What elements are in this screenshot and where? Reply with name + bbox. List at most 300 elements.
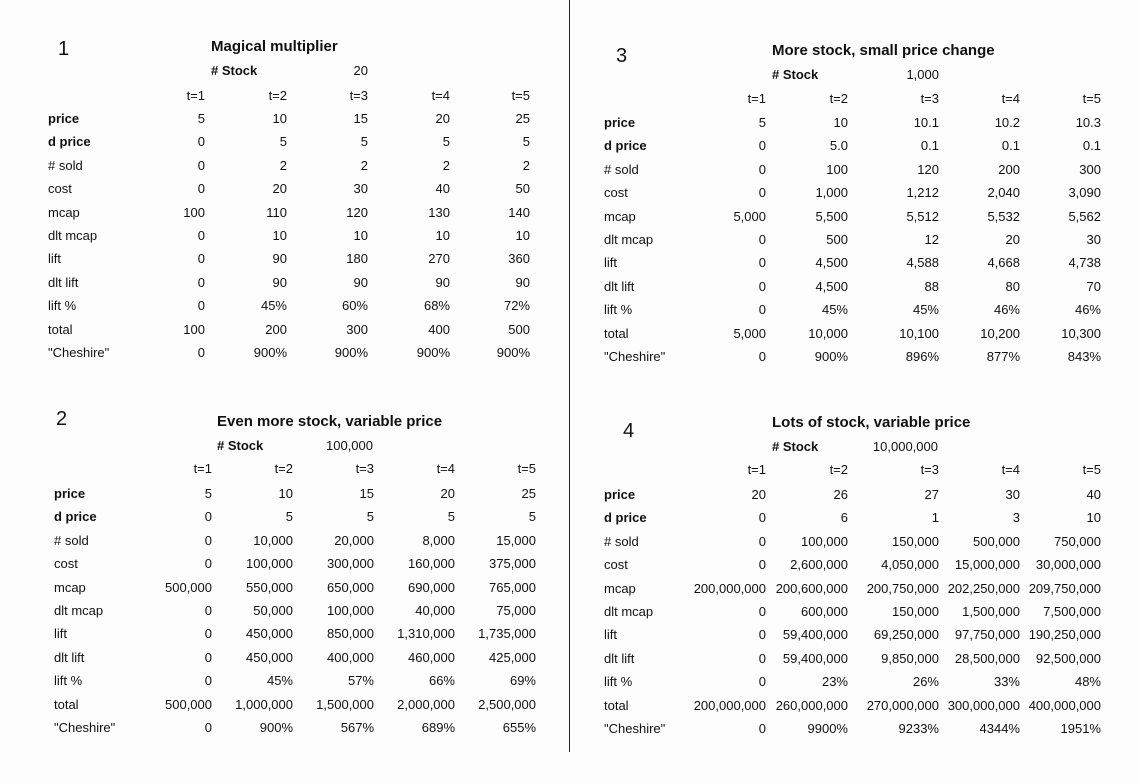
table-cell: 900% (334, 345, 368, 360)
column-header: t=1 (186, 88, 205, 103)
table-cell: 50 (515, 181, 530, 197)
table-cell: 7,500,000 (1043, 604, 1101, 619)
row-label: price (48, 111, 80, 126)
row-label: dlt mcap (48, 228, 98, 243)
table-cell: 5,500 (815, 208, 848, 224)
table-cell: 66% (428, 673, 455, 689)
table-cell: 20 (440, 486, 455, 501)
column-header: t=2 (268, 88, 287, 103)
table-cell: 1951% (1060, 721, 1101, 736)
table-cell: 550,000 (246, 579, 293, 595)
table-cell: 500,000 (165, 579, 212, 595)
table-cell: 0 (758, 721, 766, 736)
row-label: lift % (54, 673, 83, 689)
table-cell: 10 (272, 228, 287, 243)
table-cell: 200,600,000 (775, 580, 848, 596)
table-cell: 900% (259, 720, 293, 735)
row-label: "Cheshire" (604, 721, 666, 736)
table-cell: 2 (360, 157, 368, 173)
table-cell: 1,212 (906, 185, 939, 201)
table-cell: 650,000 (327, 579, 374, 595)
table-cell: 202,250,000 (947, 580, 1020, 596)
column-header: t=4 (431, 88, 450, 103)
table-cell: 69,250,000 (873, 627, 939, 643)
table-cell: 900% (814, 349, 848, 364)
stock-value: 100,000 (326, 438, 373, 453)
table-cell: 400,000,000 (1028, 697, 1101, 713)
table-cell: 100,000 (246, 556, 293, 572)
table-cell: 27 (924, 487, 939, 502)
column-header: t=2 (829, 462, 848, 477)
table-cell: 0.1 (1082, 138, 1101, 154)
table-cell: 2,500,000 (478, 696, 536, 712)
column-header: t=1 (193, 461, 212, 476)
table-cell: 120 (917, 161, 939, 177)
table-cell: 655% (502, 720, 536, 735)
table-cell: 375,000 (489, 556, 536, 572)
row-label: cost (48, 181, 72, 197)
row-label: dlt mcap (604, 232, 654, 247)
table-cell: 4,050,000 (881, 557, 939, 573)
column-header: t=2 (274, 461, 293, 476)
table-cell: 3 (1012, 510, 1020, 526)
table-cell: 5 (204, 486, 212, 501)
table-cell: 4,588 (906, 255, 939, 271)
table-cell: 10,200 (980, 325, 1020, 341)
table-cell: 9233% (898, 721, 939, 736)
table-cell: 689% (421, 720, 455, 735)
table-cell: 9900% (807, 721, 848, 736)
panel-number: 2 (56, 408, 68, 430)
row-label: d price (604, 138, 647, 154)
table-cell: 10 (278, 486, 293, 501)
row-label: mcap (54, 579, 86, 595)
row-label: lift (604, 255, 617, 271)
stock-value: 20 (353, 63, 368, 78)
table-cell: 690,000 (408, 579, 455, 595)
table-cell: 0 (758, 650, 766, 666)
table-cell: 2,600,000 (790, 557, 848, 573)
column-header: t=5 (1082, 91, 1101, 106)
table-cell: 0 (197, 228, 205, 243)
table-cell: 0 (204, 532, 212, 548)
panel-number: 4 (623, 420, 635, 442)
table-cell: 300,000,000 (947, 697, 1020, 713)
table-cell: 0 (204, 649, 212, 665)
panel-number: 1 (58, 38, 70, 60)
table-cell: 5,562 (1068, 208, 1101, 224)
table-cell: 0 (204, 556, 212, 572)
table-cell: 750,000 (1054, 533, 1101, 549)
table-cell: 150,000 (892, 533, 939, 549)
row-label: dlt mcap (54, 603, 104, 618)
table-cell: 46% (993, 302, 1020, 318)
table-cell: 200 (998, 161, 1020, 177)
row-label: lift % (48, 298, 77, 314)
table-cell: 33% (993, 674, 1020, 690)
table-cell: 877% (986, 349, 1020, 364)
table-cell: 75,000 (496, 603, 536, 618)
column-header: t=2 (829, 91, 848, 106)
table-cell: 4344% (979, 721, 1020, 736)
table-cell: 765,000 (489, 579, 536, 595)
row-label: dlt mcap (604, 604, 654, 619)
column-header: t=3 (920, 91, 939, 106)
table-cell: 20 (272, 181, 287, 197)
table-cell: 1,000,000 (235, 696, 293, 712)
table-cell: 5 (442, 134, 450, 150)
row-label: # sold (604, 161, 639, 177)
table-cell: 900% (496, 345, 530, 360)
table-cell: 40 (435, 181, 450, 197)
table-cell: 900% (253, 345, 287, 360)
row-label: mcap (604, 208, 636, 224)
table-cell: 0 (758, 627, 766, 643)
row-label: d price (48, 134, 91, 150)
table-cell: 567% (340, 720, 374, 735)
table-cell: 10 (1086, 510, 1101, 526)
table-cell: 15 (359, 486, 374, 501)
table-cell: 88 (924, 278, 939, 294)
table-cell: 25 (521, 486, 536, 501)
row-label: d price (54, 509, 97, 525)
table-cell: 450,000 (246, 649, 293, 665)
table-cell: 45% (821, 302, 848, 318)
table-cell: 90 (272, 274, 287, 290)
stock-value: 10,000,000 (872, 439, 938, 454)
row-label: total (54, 696, 79, 712)
table-cell: 8,000 (422, 532, 455, 548)
row-label: price (604, 115, 636, 130)
table-cell: 360 (508, 251, 530, 267)
table-cell: 200,000,000 (693, 580, 766, 596)
table-cell: 4,500 (815, 278, 848, 294)
table-cell: 120 (346, 204, 368, 220)
table-cell: 130 (428, 204, 450, 220)
column-header: t=5 (517, 461, 536, 476)
table-cell: 300 (346, 321, 368, 337)
row-label: d price (604, 510, 647, 526)
table-cell: 5.0 (829, 138, 848, 154)
table-cell: 2,000,000 (397, 696, 455, 712)
row-label: total (48, 321, 73, 337)
table-cell: 10,100 (899, 325, 939, 341)
panel-number: 3 (616, 45, 628, 67)
table-cell: 69% (509, 673, 536, 689)
table-cell: 90 (435, 274, 450, 290)
table-cell: 1,735,000 (478, 626, 536, 642)
row-label: dlt lift (604, 650, 635, 666)
row-label: mcap (48, 204, 80, 220)
table-cell: 90 (515, 274, 530, 290)
table-cell: 20,000 (334, 532, 374, 548)
column-header: t=3 (349, 88, 368, 103)
table-cell: 26% (912, 674, 939, 690)
panel-title: Lots of stock, variable price (772, 414, 971, 431)
table-cell: 5 (197, 111, 205, 126)
table-cell: 92,500,000 (1035, 650, 1101, 666)
table-cell: 896% (905, 349, 939, 364)
row-label: "Cheshire" (54, 720, 116, 735)
table-cell: 10.3 (1075, 115, 1101, 130)
table-cell: 5 (285, 509, 293, 525)
table-cell: 270 (428, 251, 450, 267)
table-cell: 72% (503, 298, 530, 314)
table-cell: 300,000 (327, 556, 374, 572)
table-cell: 5,000 (733, 325, 766, 341)
column-header: t=5 (1082, 462, 1101, 477)
table-cell: 843% (1067, 349, 1101, 364)
table-cell: 5 (528, 509, 536, 525)
table-cell: 0 (758, 232, 766, 247)
table-cell: 12 (924, 232, 939, 247)
table-cell: 9,850,000 (881, 650, 939, 666)
table-cell: 20 (435, 111, 450, 126)
table-cell: 4,500 (815, 255, 848, 271)
panel-title: Even more stock, variable price (217, 413, 443, 430)
table-cell: 0 (758, 349, 766, 364)
table-cell: 30 (1005, 487, 1020, 502)
column-header: t=4 (1001, 91, 1020, 106)
table-cell: 200 (265, 321, 287, 337)
table-cell: 0 (197, 298, 205, 314)
table-cell: 15,000,000 (954, 557, 1020, 573)
row-label: cost (604, 557, 628, 573)
table-cell: 100,000 (801, 533, 848, 549)
table-cell: 3,090 (1068, 185, 1101, 201)
table-cell: 270,000,000 (866, 697, 939, 713)
column-header: t=1 (747, 462, 766, 477)
table-cell: 5,532 (987, 208, 1020, 224)
table-cell: 0.1 (920, 138, 939, 154)
table-cell: 300 (1079, 161, 1101, 177)
table-cell: 4,738 (1068, 255, 1101, 271)
table-cell: 500 (508, 321, 530, 337)
table-cell: 15 (353, 111, 368, 126)
table-cell: 20 (751, 487, 766, 502)
table-cell: 46% (1074, 302, 1101, 318)
table-cell: 100 (826, 161, 848, 177)
row-label: lift % (604, 302, 633, 318)
row-label: lift % (604, 674, 633, 690)
table-cell: 425,000 (489, 649, 536, 665)
table-cell: 10.1 (913, 115, 939, 130)
table-cell: 48% (1074, 674, 1101, 690)
table-cell: 0 (758, 278, 766, 294)
table-cell: 0 (204, 720, 212, 735)
table-cell: 4,668 (987, 255, 1020, 271)
row-label: cost (54, 556, 78, 572)
row-label: dlt lift (54, 649, 85, 665)
row-label: total (604, 325, 629, 341)
table-cell: 100 (183, 321, 205, 337)
row-label: # sold (604, 533, 639, 549)
table-cell: 460,000 (408, 649, 455, 665)
table-cell: 0 (197, 181, 205, 197)
table-cell: 80 (1005, 278, 1020, 294)
table-cell: 0 (758, 185, 766, 201)
table-cell: 5 (279, 134, 287, 150)
table-cell: 10,000 (253, 532, 293, 548)
table-cell: 0 (758, 138, 766, 154)
stock-label: # Stock (211, 63, 258, 78)
row-label: cost (604, 185, 628, 201)
table-cell: 0 (758, 161, 766, 177)
table-cell: 2 (522, 157, 530, 173)
table-cell: 1,310,000 (397, 626, 455, 642)
table-cell: 45% (266, 673, 293, 689)
row-label: lift (54, 626, 67, 642)
table-cell: 160,000 (408, 556, 455, 572)
row-label: "Cheshire" (48, 345, 110, 360)
table-cell: 40,000 (415, 603, 455, 618)
column-header: t=3 (920, 462, 939, 477)
table-cell: 5 (758, 115, 766, 130)
row-label: lift (604, 627, 617, 643)
table-cell: 5 (522, 134, 530, 150)
table-cell: 1,000 (815, 185, 848, 201)
table-cell: 97,750,000 (954, 627, 1020, 643)
row-label: total (604, 697, 629, 713)
table-cell: 0.1 (1001, 138, 1020, 154)
table-cell: 600,000 (801, 604, 848, 619)
table-cell: 180 (346, 251, 368, 267)
table-cell: 1,500,000 (962, 604, 1020, 619)
column-header: t=3 (355, 461, 374, 476)
table-cell: 2 (442, 157, 450, 173)
table-cell: 50,000 (253, 603, 293, 618)
table-cell: 100 (183, 204, 205, 220)
table-cell: 10.2 (994, 115, 1020, 130)
table-cell: 60% (341, 298, 368, 314)
table-cell: 5 (360, 134, 368, 150)
table-cell: 0 (758, 255, 766, 271)
table-cell: 400,000 (327, 649, 374, 665)
row-label: "Cheshire" (604, 349, 666, 364)
table-cell: 0 (197, 251, 205, 267)
table-cell: 45% (912, 302, 939, 318)
table-cell: 5,000 (733, 208, 766, 224)
table-cell: 0 (204, 509, 212, 525)
table-cell: 400 (428, 321, 450, 337)
row-label: price (54, 486, 86, 501)
row-label: dlt lift (604, 278, 635, 294)
table-cell: 0 (758, 604, 766, 619)
table-cell: 5,512 (906, 208, 939, 224)
table-cell: 5 (366, 509, 374, 525)
table-cell: 0 (758, 302, 766, 318)
table-cell: 200,750,000 (866, 580, 939, 596)
table-cell: 68% (423, 298, 450, 314)
table-cell: 0 (197, 345, 205, 360)
table-cell: 0 (197, 157, 205, 173)
table-cell: 90 (272, 251, 287, 267)
row-label: # sold (54, 532, 89, 548)
table-cell: 10 (272, 111, 287, 126)
table-cell: 0 (758, 533, 766, 549)
table-cell: 500 (826, 232, 848, 247)
table-cell: 2 (279, 157, 287, 173)
table-cell: 30 (1086, 232, 1101, 247)
table-cell: 25 (515, 111, 530, 126)
stock-label: # Stock (217, 438, 264, 453)
table-cell: 59,400,000 (782, 627, 848, 643)
table-cell: 40 (1086, 487, 1101, 502)
stock-value: 1,000 (906, 67, 939, 82)
row-label: lift (48, 251, 61, 267)
table-cell: 10 (833, 115, 848, 130)
table-cell: 0 (204, 603, 212, 618)
table-cell: 10,300 (1061, 325, 1101, 341)
table-cell: 6 (840, 510, 848, 526)
row-label: price (604, 487, 636, 502)
table-cell: 500,000 (973, 533, 1020, 549)
row-label: # sold (48, 157, 83, 173)
table-cell: 200,000,000 (693, 697, 766, 713)
table-cell: 500,000 (165, 696, 212, 712)
panel-title: Magical multiplier (211, 38, 338, 55)
stock-label: # Stock (772, 67, 819, 82)
table-cell: 45% (260, 298, 287, 314)
table-cell: 900% (416, 345, 450, 360)
table-cell: 26 (833, 487, 848, 502)
table-cell: 209,750,000 (1028, 580, 1101, 596)
table-cell: 20 (1005, 232, 1020, 247)
row-label: dlt lift (48, 274, 79, 290)
table-cell: 10 (353, 228, 368, 243)
table-cell: 0 (204, 673, 212, 689)
table-cell: 0 (758, 510, 766, 526)
table-cell: 15,000 (496, 532, 536, 548)
column-header: t=5 (511, 88, 530, 103)
stock-label: # Stock (772, 439, 819, 454)
table-cell: 110 (266, 204, 287, 220)
table-cell: 59,400,000 (782, 650, 848, 666)
table-cell: 30,000,000 (1035, 557, 1101, 573)
table-cell: 100,000 (327, 603, 374, 618)
table-cell: 0 (197, 134, 205, 150)
table-cell: 0 (758, 557, 766, 573)
table-cell: 260,000,000 (775, 697, 848, 713)
table-cell: 0 (197, 274, 205, 290)
column-header: t=4 (1001, 462, 1020, 477)
table-cell: 70 (1086, 278, 1101, 294)
table-cell: 140 (508, 204, 530, 220)
table-cell: 2,040 (987, 185, 1020, 201)
row-label: mcap (604, 580, 636, 596)
column-header: t=4 (436, 461, 455, 476)
panel-title: More stock, small price change (772, 42, 995, 59)
table-cell: 0 (204, 626, 212, 642)
table-cell: 1 (931, 510, 939, 526)
table-cell: 190,250,000 (1028, 627, 1101, 643)
table-cell: 150,000 (892, 604, 939, 619)
table-cell: 10 (515, 228, 530, 243)
table-cell: 10 (435, 228, 450, 243)
table-cell: 450,000 (246, 626, 293, 642)
table-cell: 90 (353, 274, 368, 290)
table-cell: 5 (447, 509, 455, 525)
table-cell: 850,000 (327, 626, 374, 642)
table-cell: 30 (353, 181, 368, 197)
column-header: t=1 (747, 91, 766, 106)
table-cell: 28,500,000 (954, 650, 1020, 666)
table-cell: 0 (758, 674, 766, 690)
table-cell: 1,500,000 (316, 696, 374, 712)
table-cell: 10,000 (808, 325, 848, 341)
table-cell: 57% (347, 673, 374, 689)
table-cell: 23% (821, 674, 848, 690)
